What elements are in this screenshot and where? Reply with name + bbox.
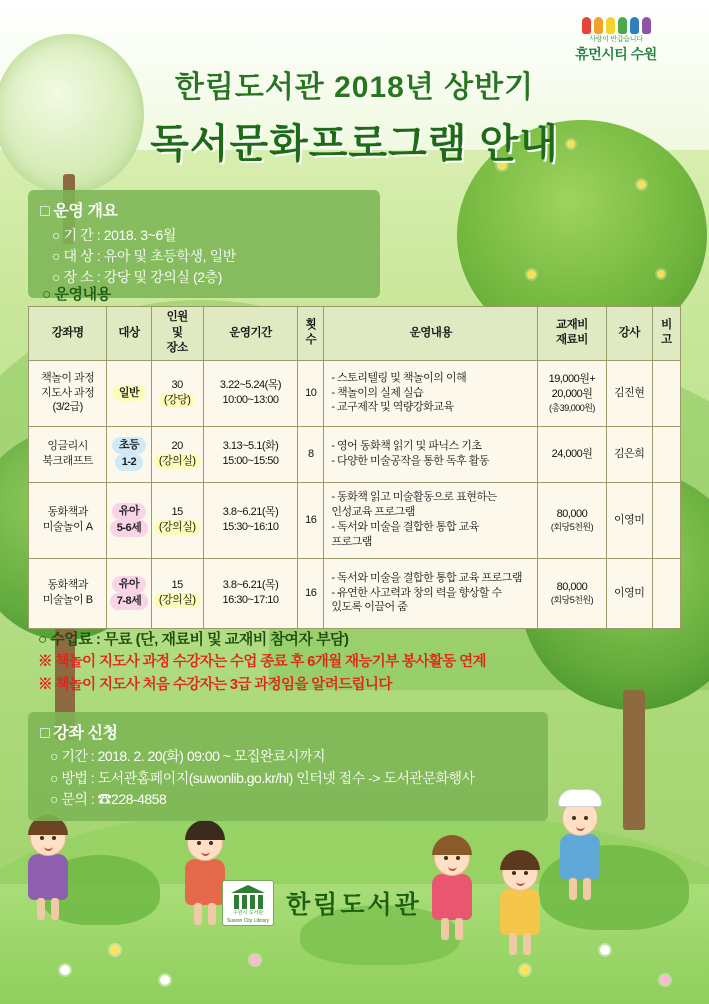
target-badge-2: 7-8세 [110,593,149,610]
overview-row-place: ○ 장 소 : 강당 및 강의실 (2층) [52,269,222,285]
target-badge: 유아 [112,576,146,593]
fee-l2: 20,000원 [551,387,593,400]
content-l3: 있도록 이끌어 줌 [331,601,408,614]
cell-target [107,558,151,628]
target-badge: 일반 [112,385,146,402]
cell-remark [652,482,680,558]
target-badge: 유아 [112,503,146,520]
title-line-1: 한림도서관 2018년 상반기 [174,71,535,104]
col-remark [652,307,680,361]
cell-period [203,360,297,426]
content-l3: - 교구제작 및 역량강화교육 [331,401,454,414]
cell-target [107,360,151,426]
name-l2: 지도사 과정 [41,386,95,399]
mark-caption-1: 수원시 도서관 [232,910,264,916]
period-l1: 3.8~6.21(목) [222,579,279,592]
name-l3: (3/2급) [52,401,83,414]
target-badge: 초등 [112,437,146,454]
program-table [28,306,681,629]
cell-remark [652,426,680,482]
logo-name: 휴먼시티 수원 [575,46,657,62]
mark-caption-2: Suwon City Library [227,917,269,924]
logo-tagline: 사람이 반갑습니다 [589,36,643,43]
fee-l2: (회당5천원) [550,595,594,606]
col-count-l2: 수 [305,334,317,347]
flower [160,975,170,985]
notes-block [38,628,658,698]
fee-l1: 80,000 [556,507,588,520]
cell-fee [538,426,606,482]
fee-l3: (총39,000원) [549,402,595,413]
col-count [298,307,324,361]
apply-row-contact: ○ 문의 : ☎228-4858 [50,791,167,808]
city-logo [541,14,691,66]
col-teacher: 강사 [606,307,652,361]
name-l1: 잉글리시 [47,440,88,453]
cell-fee [538,558,606,628]
cell-capacity [151,482,203,558]
overview-box [28,190,380,298]
note-red-2: ※ 책놀이 지도사 처음 수강자는 3급 과정임을 알려드립니다 [38,677,392,694]
cell-period [203,558,297,628]
cell-capacity [151,558,203,628]
name-l1: 책놀이 과정 [41,371,95,384]
cell-teacher: 김진현 [606,360,652,426]
content-l2: - 책놀이의 실제 실습 [331,386,424,399]
overview-row-period: ○ 기 간 : 2018. 3~6월 [52,227,176,243]
note-fee: ○ 수업료 : 무료 (단, 재료비 및 교재비 참여자 부담) [38,631,349,648]
cell-target [107,426,151,482]
fee-l1: 19,000원+ [548,373,596,386]
cell-count: 16 [298,558,324,628]
kid-illustration-center-2 [500,855,540,955]
cell-name [29,558,107,628]
flower [600,945,610,955]
col-fee-l1: 교재비 [556,318,588,331]
logo-figures [541,14,691,34]
cell-content [324,558,538,628]
name-l2: 북크래프트 [42,455,93,468]
cell-teacher: 이영미 [606,558,652,628]
table-row [29,426,681,482]
cell-count: 16 [298,482,324,558]
col-name: 강좌명 [29,307,107,361]
col-capacity-l1: 인원 [166,311,188,323]
cell-content [324,482,538,558]
cell-period [203,482,297,558]
col-capacity-l2: 및 [171,326,183,339]
kid-illustration-center [432,840,472,940]
cell-teacher: 김은희 [606,426,652,482]
cell-content [324,426,538,482]
period-l2: 15:00~15:50 [222,455,279,468]
footer-brand [222,880,422,926]
overview-row-target: ○ 대 상 : 유아 및 초등학생, 일반 [52,248,236,264]
cell-fee [538,482,606,558]
name-l2: 미술놀이 B [42,594,93,607]
content-l2: - 다양한 미술공작을 통한 독후 활동 [331,455,490,468]
period-l2: 10:00~13:00 [222,394,279,407]
note-red-1: ※ 책놀이 지도사 과정 수강자는 수업 종료 후 6개월 재능기부 봉사활동 연계 [38,654,486,671]
col-period: 운영기간 [203,307,297,361]
apply-row-method[interactable]: ○ 방법 : 도서관홈페이지(suwonlib.go.kr/hl) 인터넷 접수 -> 도서관문화행사 [50,769,475,786]
capacity-value: 15 [171,506,183,519]
flower [60,965,70,975]
cell-target [107,482,151,558]
period-l1: 3.13~5.1(화) [222,440,279,453]
place-badge: (강의실) [154,520,201,535]
table-row [29,482,681,558]
fee-l2: (회당5천원) [550,522,594,533]
library-mark-icon [222,880,274,926]
fee-l1: 80,000 [556,580,588,593]
title-line-2: 독서문화프로그램 안내 [150,122,559,166]
cell-period [203,426,297,482]
content-l1: - 스토리텔링 및 책놀이의 이해 [331,371,467,384]
apply-box [28,712,548,821]
cell-content [324,360,538,426]
content-l1: - 독서와 미술을 결합한 통합 교육 프로그램 [331,571,522,584]
content-l2: - 유연한 사고력과 창의 력을 향상할 수 [331,586,502,599]
name-l1: 동화책과 [47,579,88,592]
flower [110,945,120,955]
cell-count: 8 [298,426,324,482]
col-fee [538,307,606,361]
content-l4: 프로그램 [331,535,372,548]
flower [520,965,530,975]
capacity-value: 30 [171,379,183,392]
content-l1: - 영어 동화책 읽기 및 파닉스 기초 [331,440,482,453]
table-row [29,360,681,426]
kid-illustration-left-2 [185,825,225,925]
place-badge: (강당) [159,393,196,408]
overview-heading: □ 운영 개요 [40,203,118,220]
library-name: 한림도서관 [286,891,422,919]
name-l1: 동화책과 [47,506,88,519]
cell-capacity [151,426,203,482]
kid-illustration-left [28,820,68,920]
col-content: 운영내용 [324,307,538,361]
period-l2: 15:30~16:10 [222,521,279,534]
fee-l1: 24,000원 [551,447,593,460]
cell-count: 10 [298,360,324,426]
cell-capacity [151,360,203,426]
flower [660,975,670,985]
cell-teacher: 이영미 [606,482,652,558]
col-count-l1: 횟 [305,318,317,331]
col-capacity-l3: 장소 [166,342,188,355]
period-l1: 3.22~5.24(목) [219,379,282,392]
place-badge: (강의실) [154,593,201,608]
table-header-row [29,307,681,361]
target-badge-2: 1-2 [115,454,143,471]
cell-name [29,426,107,482]
content-l2: 인성교육 프로그램 [331,506,415,519]
cell-name [29,482,107,558]
content-l1: - 동화책 읽고 미술활동으로 표현하는 [331,491,497,504]
content-l3: - 독서와 미술을 결합한 통합 교육 [331,521,479,534]
name-l2: 미술놀이 A [42,521,93,534]
period-l2: 16:30~17:10 [222,594,279,607]
cell-fee [538,360,606,426]
col-capacity [151,307,203,361]
cell-name [29,360,107,426]
capacity-value: 20 [171,440,183,453]
cell-remark [652,360,680,426]
col-target: 대상 [107,307,151,361]
poster-title [0,62,709,169]
table-row [29,558,681,628]
apply-heading: □ 강좌 신청 [40,725,118,742]
col-remark-l1: 비 [661,318,672,331]
place-badge: (강의실) [154,454,201,469]
apply-row-period: ○ 기간 : 2018. 2. 20(화) 09:00 ~ 모집완료시까지 [50,748,326,764]
col-remark-l2: 고 [661,334,672,347]
target-badge-2: 5-6세 [110,520,149,537]
kid-illustration-right [560,800,600,900]
period-l1: 3.8~6.21(목) [222,506,279,519]
cell-remark [652,558,680,628]
program-table-wrap [28,306,681,629]
flower [250,955,260,965]
col-fee-l2: 재료비 [556,334,588,347]
capacity-value: 15 [171,579,183,592]
section-label-contents: ○ 운영내용 [42,286,111,303]
